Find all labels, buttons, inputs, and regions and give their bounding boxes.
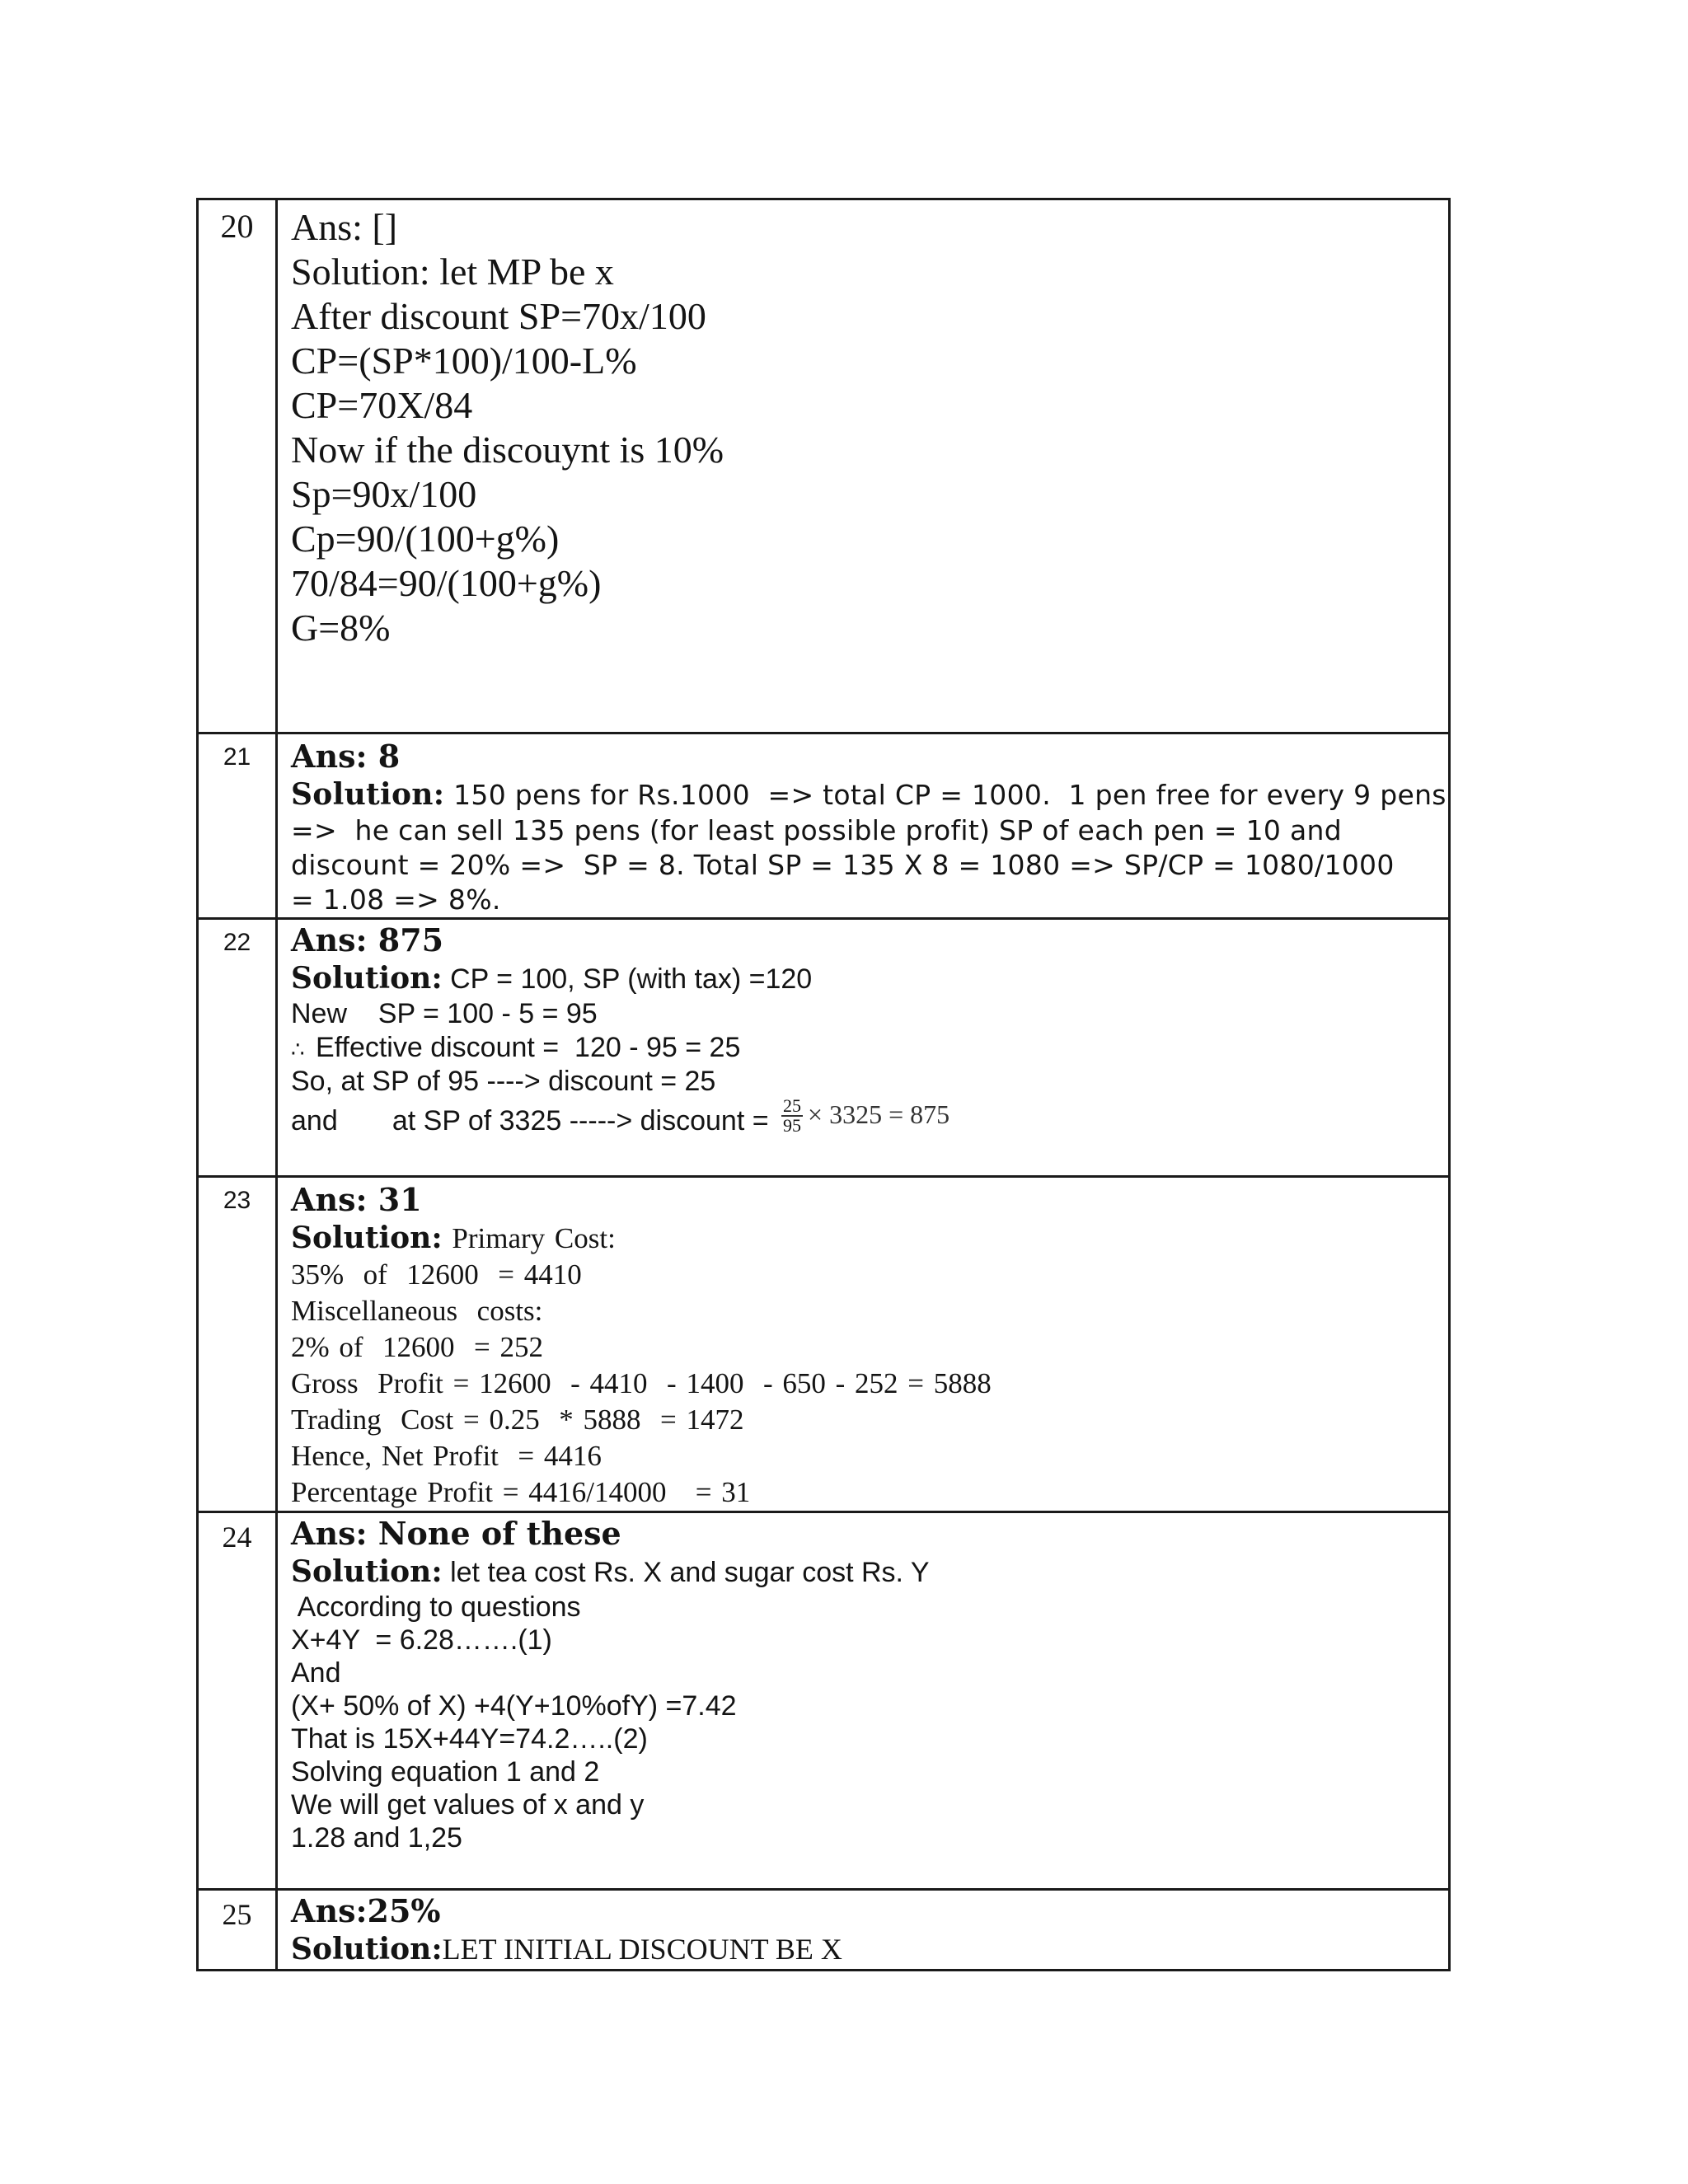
table-row <box>198 1512 1450 1890</box>
solution-text: LET INITIAL DISCOUNT BE X <box>442 1933 842 1966</box>
solution-label: Solution: <box>291 1221 443 1255</box>
answer-cell <box>277 1177 1450 1512</box>
answer-cell <box>277 1890 1450 1971</box>
solution-line: So, at SP of 95 ----> discount = 25 <box>291 1066 716 1097</box>
solution-label: Solution: <box>291 1554 443 1589</box>
solution-line: Solving equation 1 and 2 <box>291 1756 600 1788</box>
solution-line: = 1.08 => 8%. <box>291 883 501 916</box>
solution-line: 1.28 and 1,25 <box>291 1822 462 1854</box>
answer-heading: Ans: 8 <box>291 738 401 775</box>
table-row <box>198 919 1450 1177</box>
solution-line <box>291 1553 1448 1591</box>
solution-line: (X+ 50% of X) +4(Y+10%ofY) =7.42 <box>291 1690 737 1722</box>
math-expression: × 3325 = 875 <box>808 1099 950 1129</box>
solution-line: Gross Profit = 12600 - 4410 - 1400 - 650 - 252 = 5888 <box>291 1367 992 1399</box>
solution-line <box>291 1930 1448 1969</box>
solution-line: CP=(SP*100)/100-L% <box>291 340 637 382</box>
solution-line: 70/84=90/(100+g%) <box>291 562 602 604</box>
solution-line <box>291 1219 1448 1257</box>
answer-cell <box>277 733 1450 919</box>
solution-line: After discount SP=70x/100 <box>291 295 706 337</box>
solution-line: 2% of 12600 = 252 <box>291 1331 544 1363</box>
solution-line <box>291 776 1448 813</box>
answer-heading: Ans: 31 <box>291 1181 422 1218</box>
answer-cell <box>277 199 1450 733</box>
solution-line: Trading Cost = 0.25 * 5888 = 1472 <box>291 1404 744 1436</box>
question-number: 25 <box>198 1890 277 1971</box>
solution-label: Solution: <box>291 1932 443 1966</box>
fraction <box>781 1097 803 1135</box>
solution-text: 150 pens for Rs.1000 => total CP = 1000. 1 pen free for every 9 pens <box>444 779 1447 811</box>
solution-text: Primary Cost: <box>442 1222 616 1254</box>
solution-line: Cp=90/(100+g%) <box>291 518 560 560</box>
solution-text: let tea cost Rs. X and sugar cost Rs. Y <box>442 1557 930 1588</box>
answer-heading: Ans: None of these <box>291 1515 621 1552</box>
question-number: 20 <box>198 199 277 733</box>
solution-line: That is 15X+44Y=74.2…..(2) <box>291 1723 648 1755</box>
solution-line: => he can sell 135 pens (for least possible profit) SP of each pen = 10 and <box>291 814 1342 846</box>
solution-line <box>291 1095 1448 1141</box>
answer-heading: Ans:25% <box>291 1892 441 1929</box>
solution-line: Hence, Net Profit = 4416 <box>291 1440 602 1472</box>
solution-line: G=8% <box>291 607 391 649</box>
solution-line: We will get values of x and y <box>291 1789 645 1821</box>
solution-line: CP=70X/84 <box>291 384 473 426</box>
answer-cell <box>277 1512 1450 1890</box>
solution-line: Miscellaneous costs: <box>291 1295 543 1327</box>
question-number: 24 <box>198 1512 277 1890</box>
solution-line: Solution: let MP be x <box>291 251 614 293</box>
table-row <box>198 1177 1450 1512</box>
solutions-table <box>196 198 1451 1971</box>
answer-cell <box>277 919 1450 1177</box>
solution-line: 35% of 12600 = 4410 <box>291 1258 582 1291</box>
table-row <box>198 733 1450 919</box>
solution-line: Now if the discouynt is 10% <box>291 429 724 471</box>
table-row <box>198 199 1450 733</box>
solution-label: Solution: <box>291 961 443 996</box>
solution-text: CP = 100, SP (with tax) =120 <box>442 963 813 995</box>
fraction-numerator: 25 <box>783 1095 802 1116</box>
solution-label: Solution: <box>291 777 445 812</box>
solution-line <box>291 1031 1448 1065</box>
table-row <box>198 1890 1450 1971</box>
solution-line: According to questions <box>291 1591 581 1623</box>
question-number: 23 <box>198 1177 277 1512</box>
solution-line: Sp=90x/100 <box>291 473 477 515</box>
fraction-denominator: 95 <box>783 1115 802 1136</box>
solution-line: And <box>291 1657 341 1689</box>
solution-line: X+4Y = 6.28…….(1) <box>291 1624 552 1656</box>
solution-text: Effective discount = 120 - 95 = 25 <box>316 1032 741 1063</box>
question-number: 21 <box>198 733 277 919</box>
solution-text: and at SP of 3325 -----> discount = <box>291 1104 777 1137</box>
solution-line: discount = 20% => SP = 8. Total SP = 135 X 8 = 1080 => SP/CP = 1080/1000 <box>291 849 1395 881</box>
solution-line: Percentage Profit = 4416/14000 = 31 <box>291 1476 751 1508</box>
answer-line: Ans: [] <box>291 206 398 248</box>
question-number: 22 <box>198 919 277 1177</box>
answer-heading: Ans: 875 <box>291 921 444 958</box>
therefore-symbol: ∴ <box>291 1038 305 1062</box>
solution-line: New SP = 100 - 5 = 95 <box>291 998 598 1029</box>
solution-line <box>291 959 1448 997</box>
